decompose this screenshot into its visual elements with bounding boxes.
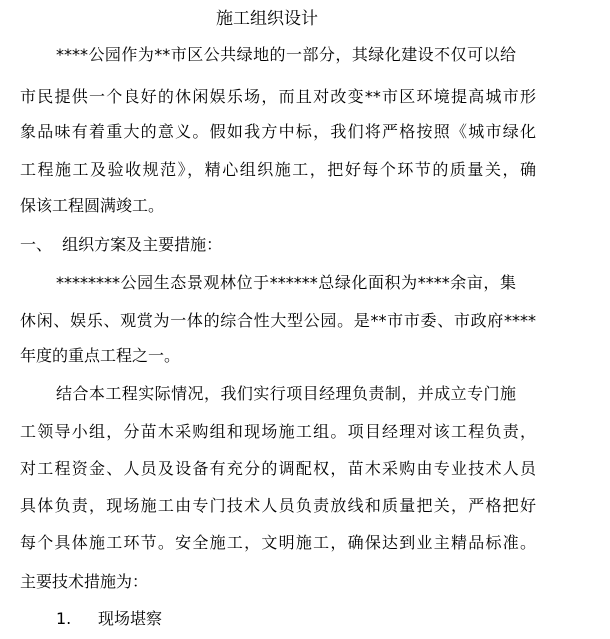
intro-line-5: 保该工程圆满竣工。 (20, 196, 165, 215)
para3-line-2: 工领导小组，分苗木采购组和现场施工组。项目经理对该工程负责， (20, 422, 536, 441)
para3-line-1: 结合本工程实际情况，我们实行项目经理负责制，并成立专门施 (56, 384, 516, 403)
para3-line-4: 具体负责，现场施工由专门技术人员负责放线和质量把关，严格把好 (20, 496, 536, 515)
para3-line-5: 每个具体施工环节。安全施工，文明施工，确保达到业主精品标准。 (20, 533, 536, 552)
para2-line-1: ********公园生态景观林位于******总绿化面积为****余亩，集 (56, 273, 516, 292)
intro-line-1: ****公园作为**市区公共绿地的一部分，其绿化建设不仅可以给 (56, 45, 516, 64)
document-title: 施工组织设计 (216, 9, 318, 29)
list-item-text: 现场堪察 (98, 609, 163, 628)
para3-line-3: 对工程资金、人员及设备有充分的调配权，苗木采购由专业技术人员 (20, 459, 536, 478)
intro-line-2: 市民提供一个良好的休闲娱乐场，而且对改变**市区环境提高城市形 (20, 87, 536, 106)
intro-line-3: 象品味有着重大的意义。假如我方中标，我们将严格按照《城市绿化 (20, 122, 536, 141)
tech-heading: 主要技术措施为： (20, 572, 149, 591)
para2-line-2: 休闲、娱乐、观赏为一体的综合性大型公园。是**市市委、市政府**** (20, 311, 536, 330)
list-item-number: 1. (56, 609, 72, 628)
section-heading: 一、 组织方案及主要措施： (20, 235, 223, 254)
intro-line-4: 工程施工及验收规范》，精心组织施工，把好每个环节的质量关，确 (20, 160, 536, 179)
para2-line-3: 年度的重点工程之一。 (20, 346, 181, 365)
